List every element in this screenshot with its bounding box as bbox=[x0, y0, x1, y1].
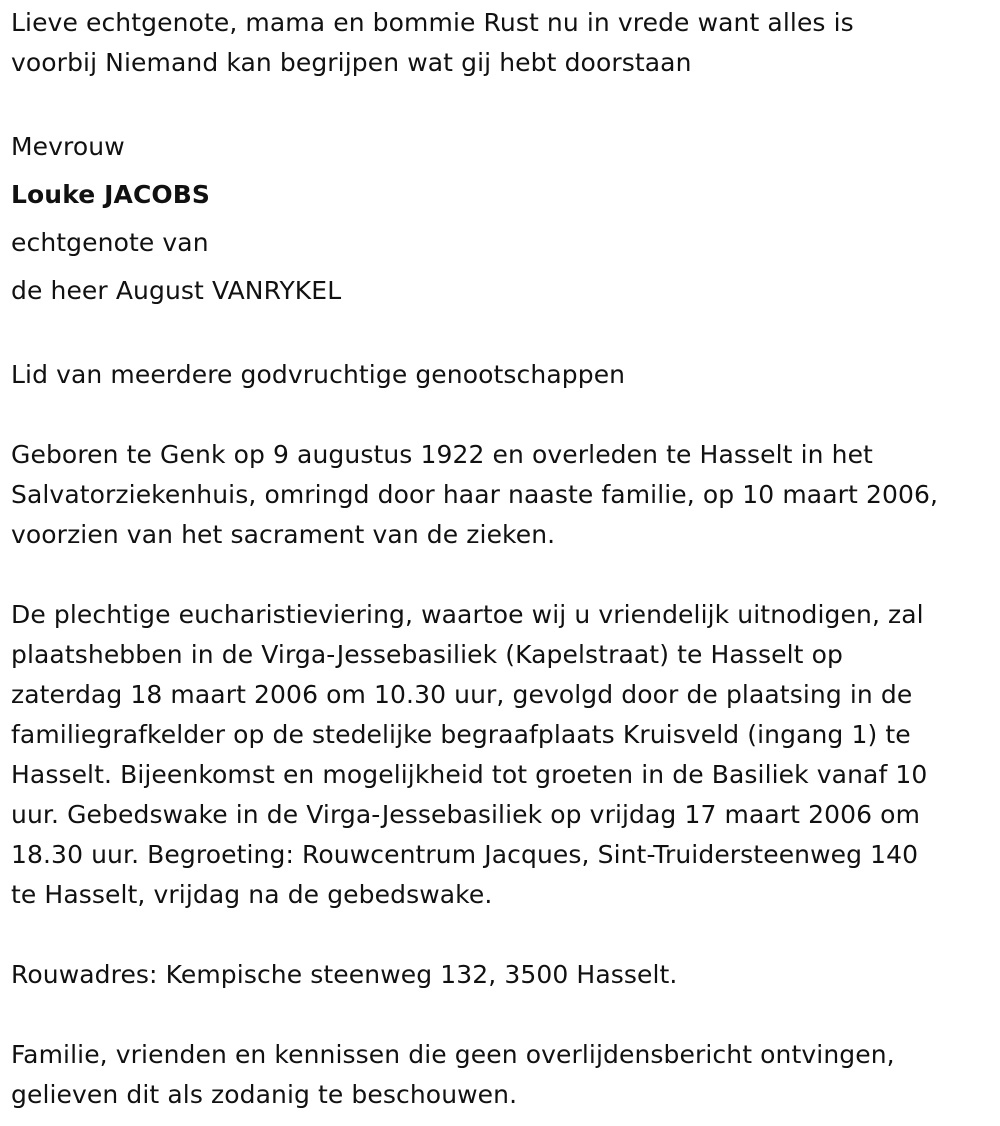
deceased-block bbox=[11, 123, 991, 315]
closing-line: gelieven dit als zodanig te beschouwen. bbox=[11, 1080, 518, 1109]
closing-line: Familie, vrienden en kennissen die geen overlijdensbericht ontvingen, bbox=[11, 1040, 895, 1069]
membership: Lid van meerdere godvruchtige genootschappen bbox=[11, 360, 626, 389]
epitaph-line: Lieve echtgenote, mama en bommie Rust nu in vrede want alles is bbox=[11, 8, 854, 37]
deceased-name: Louke JACOBS bbox=[11, 180, 211, 209]
ceremony-line: De plechtige eucharistieviering, waartoe wij u vriendelijk uitnodigen, zal bbox=[11, 600, 924, 629]
mourning-address: Rouwadres: Kempische steenweg 132, 3500 Hasselt. bbox=[11, 960, 678, 989]
epitaph-line: voorbij Niemand kan begrijpen wat gij hebt doorstaan bbox=[11, 48, 692, 77]
birth-death-line: voorzien van het sacrament van de zieken. bbox=[11, 520, 556, 549]
ceremony-line: te Hasselt, vrijdag na de gebedswake. bbox=[11, 880, 493, 909]
ceremony-line: 18.30 uur. Begroeting: Rouwcentrum Jacques, Sint-Truidersteenweg 140 bbox=[11, 840, 919, 869]
ceremony-paragraph bbox=[11, 595, 991, 915]
ceremony-line: familiegrafkelder op de stedelijke begraafplaats Kruisveld (ingang 1) te bbox=[11, 720, 911, 749]
relation: echtgenote van bbox=[11, 228, 209, 257]
epitaph bbox=[11, 3, 991, 83]
birth-death-line: Geboren te Genk op 9 augustus 1922 en overleden te Hasselt in het bbox=[11, 440, 873, 469]
obituary-notice bbox=[11, 3, 991, 1115]
ceremony-line: uur. Gebedswake in de Virga-Jessebasiliek op vrijdag 17 maart 2006 om bbox=[11, 800, 921, 829]
ceremony-line: zaterdag 18 maart 2006 om 10.30 uur, gevolgd door de plaatsing in de bbox=[11, 680, 913, 709]
spouse-name: de heer August VANRYKEL bbox=[11, 276, 342, 305]
closing-paragraph bbox=[11, 1035, 991, 1115]
ceremony-line: Hasselt. Bijeenkomst en mogelijkheid tot groeten in de Basiliek vanaf 10 bbox=[11, 760, 928, 789]
birth-death-paragraph bbox=[11, 435, 991, 555]
ceremony-line: plaatshebben in de Virga-Jessebasiliek (Kapelstraat) te Hasselt op bbox=[11, 640, 843, 669]
birth-death-line: Salvatorziekenhuis, omringd door haar naaste familie, op 10 maart 2006, bbox=[11, 480, 939, 509]
honorific: Mevrouw bbox=[11, 132, 125, 161]
